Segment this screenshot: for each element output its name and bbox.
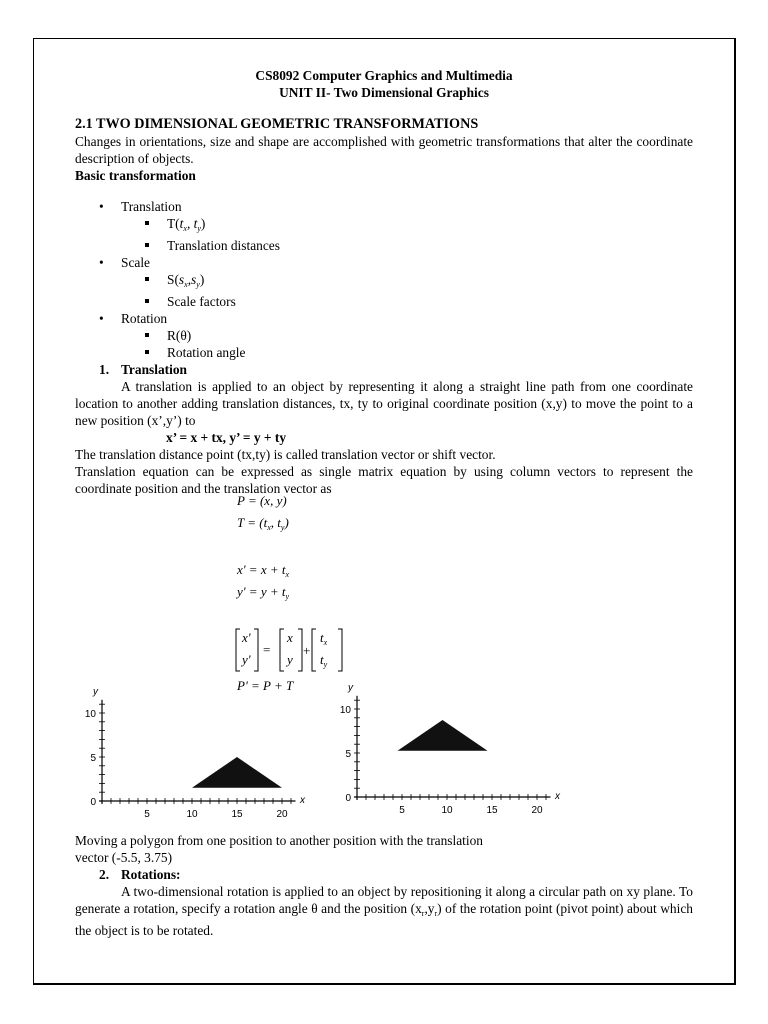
list-item — [75, 310, 693, 361]
matrix-cell: x — [287, 630, 293, 645]
x-tick-label: 5 — [144, 809, 150, 820]
caption-line: Moving a polygon from one position to another position with the translation — [75, 833, 483, 848]
list-item — [75, 254, 693, 310]
heading-text: Rotations: — [121, 867, 181, 882]
rotation-heading — [75, 866, 693, 883]
sub-list-item: Rotation angle — [121, 344, 693, 361]
translation-equation: x’ = x + tx, y’ = y + ty — [166, 430, 287, 445]
bottom-text — [75, 832, 693, 939]
bullet-label: Rotation — [121, 311, 168, 326]
x-tick-label: 20 — [276, 809, 288, 820]
x-axis-label: x — [300, 795, 305, 806]
x-tick-label: 5 — [399, 805, 405, 816]
matrix-cell: x' — [242, 630, 251, 645]
sub-list-item: Translation distances — [121, 237, 693, 254]
matrix-cell: $t_x$ — [320, 630, 328, 647]
sub-list-item: R(θ) — [121, 327, 693, 344]
x-tick-label: 10 — [441, 805, 453, 816]
unit-title: UNIT II- Two Dimensional Graphics — [279, 85, 489, 100]
translation-plot-after — [335, 684, 580, 819]
intro-paragraph: Changes in orientations, size and shape are accomplished with geometric transformations that alter the coordinate description of objects. — [75, 134, 693, 166]
y-tick-label: 10 — [339, 705, 351, 716]
y-axis-label: y — [93, 688, 98, 698]
x-tick-label: 15 — [486, 805, 498, 816]
sub-list-item: $T(t_x$, $t_y$) — [121, 215, 693, 237]
sub-list-item: Scale factors — [121, 293, 693, 310]
triangle-polygon — [192, 757, 282, 788]
y-axis-label: y — [348, 684, 353, 694]
y-tick-label: 0 — [90, 797, 96, 808]
matrix-equation — [232, 626, 352, 674]
document-body — [75, 67, 693, 497]
math-pprime: P' = P + T — [237, 678, 294, 693]
translation-paragraph: A translation is applied to an object by representing it along a straight line path from one coordinate location to another adding translation distances, tx, ty to original coordinate position (x,y) to move the point to a new position (x’,y’) to — [75, 379, 693, 428]
bullet-label: Scale — [121, 255, 150, 270]
translation-plot-before — [80, 688, 325, 823]
x-tick-label: 10 — [186, 809, 198, 820]
x-tick-label: 15 — [231, 809, 243, 820]
triangle-polygon — [398, 720, 488, 751]
math-yprime: $y' = y + t_y$ — [237, 584, 290, 601]
heading-text: Translation — [121, 362, 187, 377]
y-tick-label: 5 — [90, 753, 96, 764]
y-tick-label: 10 — [84, 709, 96, 720]
x-axis-label: x — [555, 791, 560, 802]
equals-sign: = — [263, 642, 271, 657]
sub-list-item: $S(s_x,s_y)$ — [121, 271, 693, 293]
translation-heading — [75, 361, 693, 378]
x-tick-label: 20 — [531, 805, 543, 816]
y-tick-label: 5 — [345, 749, 351, 760]
plus-sign: + — [303, 643, 311, 658]
section-title: 2.1 TWO DIMENSIONAL GEOMETRIC TRANSFORMATIONS — [75, 116, 479, 132]
list-item — [75, 198, 693, 254]
matrix-cell: $t_y$ — [320, 652, 328, 669]
basic-transformation-heading: Basic transformation — [75, 168, 196, 183]
transformation-list — [75, 198, 693, 361]
heading-number: 1. — [99, 362, 110, 377]
rotation-paragraph: A two-dimensional rotation is applied to an object by repositioning it along a circular path on xy plane. To generate a rotation, specify a rotation angle θ and the position $(x_r,y_r)$ of the rotation point (pivot point) about which the object is to be rotated. — [75, 884, 693, 938]
matrix-cell: y — [287, 652, 293, 667]
math-xprime: $x' = x + t_x$ — [237, 562, 290, 579]
translation-vector-paragraph: The translation distance point (tx,ty) is called translation vector or shift vector. — [75, 447, 496, 462]
math-p: P = (x, y) — [237, 493, 287, 508]
course-title: CS8092 Computer Graphics and Multimedia — [255, 68, 513, 83]
matrix-cell: y' — [242, 652, 251, 667]
math-t: $T = (t_x$, $t_y$) — [237, 515, 289, 532]
caption-line: vector (-5.5, 3.75) — [75, 850, 173, 865]
bullet-label: Translation — [121, 199, 182, 214]
matrix-paragraph: Translation equation can be expressed as single matrix equation by using column vectors to represent the coordinate position and the translation vector as — [75, 464, 693, 496]
y-tick-label: 0 — [345, 793, 351, 804]
heading-number: 2. — [99, 867, 110, 882]
